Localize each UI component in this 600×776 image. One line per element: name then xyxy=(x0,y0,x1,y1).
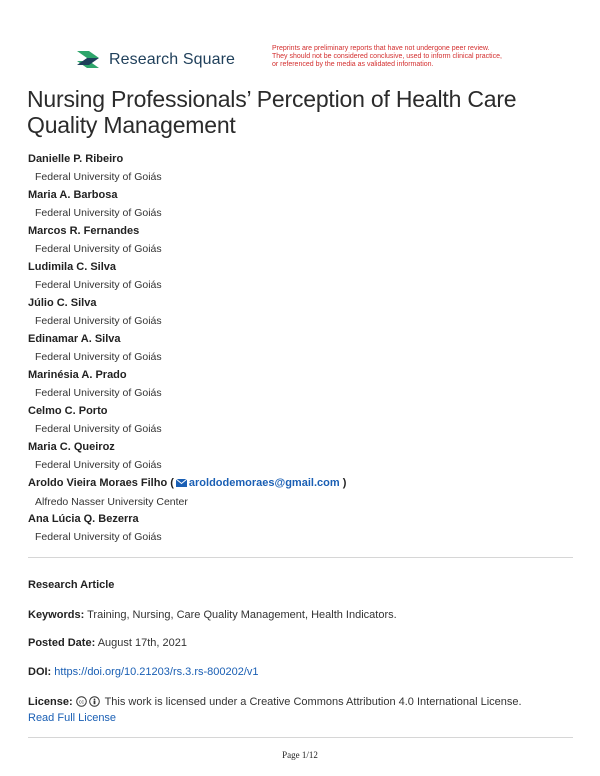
author-name: Ludimila C. Silva xyxy=(28,261,117,273)
author-affiliation: Federal University of Goiás xyxy=(35,207,162,219)
author-affiliation: Federal University of Goiás xyxy=(35,315,162,327)
notice-line: They should not be considered conclusive, used to inform clinical practice, xyxy=(272,53,502,60)
author-entry xyxy=(28,225,568,261)
notice-line: or referenced by the media as validated information. xyxy=(272,61,434,68)
license-row xyxy=(28,695,573,725)
article-type-label: Research Article xyxy=(28,579,115,591)
author-affiliation: Federal University of Goiás xyxy=(35,243,162,255)
author-name: Edinamar A. Silva xyxy=(28,333,121,345)
author-name: Júlio C. Silva xyxy=(28,297,97,309)
open-paren: ( xyxy=(170,477,174,489)
author-entry xyxy=(28,441,568,477)
author-list xyxy=(28,153,568,549)
author-name: Ana Lúcia Q. Bezerra xyxy=(28,513,139,525)
read-full-license-link[interactable]: Read Full License xyxy=(28,712,117,724)
paper-title: Nursing Professionals’ Perception of Health Care Quality Management xyxy=(27,86,517,138)
cc-license-icon xyxy=(76,696,87,711)
author-affiliation: Federal University of Goiás xyxy=(35,423,162,435)
posted-date-label: Posted Date: xyxy=(28,637,96,649)
author-name: Celmo C. Porto xyxy=(28,405,108,417)
divider xyxy=(28,557,573,558)
author-affiliation: Federal University of Goiás xyxy=(35,351,162,363)
preprint-notice xyxy=(272,45,562,69)
author-affiliation: Federal University of Goiás xyxy=(35,171,162,183)
author-entry xyxy=(28,477,568,513)
author-affiliation: Federal University of Goiás xyxy=(35,387,162,399)
author-name: Maria A. Barbosa xyxy=(28,189,118,201)
author-affiliation: Federal University of Goiás xyxy=(35,459,162,471)
brand-name: Research Square xyxy=(109,51,236,68)
posted-date-value: August 17th, 2021 xyxy=(97,637,187,649)
author-name: Marcos R. Fernandes xyxy=(28,225,140,237)
author-entry xyxy=(28,405,568,441)
author-name: Danielle P. Ribeiro xyxy=(28,153,124,165)
author-entry xyxy=(28,261,568,297)
page-number: Page 1/12 xyxy=(282,750,318,760)
author-entry xyxy=(28,189,568,225)
author-entry xyxy=(28,369,568,405)
svg-text:cc: cc xyxy=(78,699,84,706)
doi-link[interactable]: https://doi.org/10.21203/rs.3.rs-800202/v1 xyxy=(54,666,259,678)
license-text: This work is licensed under a Creative Commons Attribution 4.0 International License. xyxy=(104,696,522,708)
author-entry xyxy=(28,153,568,189)
article-type xyxy=(28,578,573,592)
envelope-icon xyxy=(176,478,187,491)
corresponding-author-name: Aroldo Vieira Moraes Filho xyxy=(28,477,168,489)
cc-by-attribution-icon xyxy=(89,696,100,711)
research-square-logo-icon xyxy=(75,48,103,72)
author-affiliation: Alfredo Nasser University Center xyxy=(35,496,188,508)
author-entry xyxy=(28,297,568,333)
license-label: License: xyxy=(28,696,73,708)
divider xyxy=(28,737,573,738)
author-name: Maria C. Queiroz xyxy=(28,441,115,453)
author-email-link[interactable]: aroldodemoraes@gmail.com xyxy=(188,477,340,489)
author-name xyxy=(28,477,568,491)
author-affiliation: Federal University of Goiás xyxy=(35,531,162,543)
keywords-label: Keywords: xyxy=(28,609,85,621)
posted-date-row xyxy=(28,636,573,650)
keywords-row xyxy=(28,608,573,622)
doi-label: DOI: xyxy=(28,666,52,678)
close-paren: ) xyxy=(342,477,347,489)
author-name: Marinésia A. Prado xyxy=(28,369,127,381)
author-affiliation: Federal University of Goiás xyxy=(35,279,162,291)
notice-line: Preprints are preliminary reports that have not undergone peer review. xyxy=(272,45,490,52)
author-entry xyxy=(28,333,568,369)
keywords-value: Training, Nursing, Care Quality Management, Health Indicators. xyxy=(87,609,397,621)
doi-row xyxy=(28,665,573,679)
author-entry xyxy=(28,513,568,549)
research-square-logo[interactable] xyxy=(75,48,235,72)
